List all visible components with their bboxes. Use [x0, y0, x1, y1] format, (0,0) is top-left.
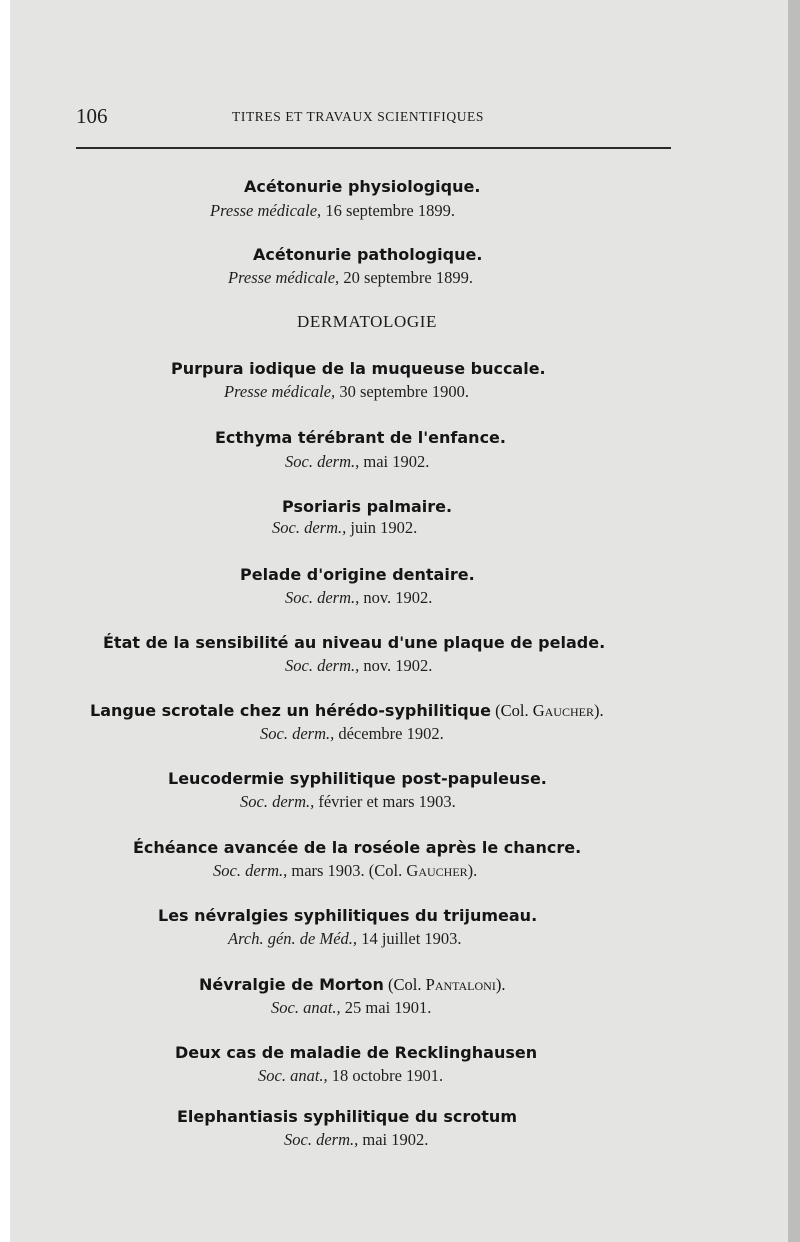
entry-date: nov. 1902. — [359, 588, 433, 607]
entry-title — [90, 701, 604, 721]
collab-name: Gaucher — [532, 701, 594, 720]
entry-reference — [260, 724, 444, 744]
page-number: 106 — [76, 104, 108, 128]
entry-reference — [228, 929, 462, 949]
entry-reference — [271, 998, 431, 1018]
entry-reference — [228, 268, 473, 288]
entry-journal: Soc. derm., — [285, 656, 360, 675]
entry-title: Elephantiasis syphilitique du scrotum — [177, 1107, 517, 1126]
collab-prefix: (Col. — [383, 975, 426, 994]
entry-title: Échéance avancée de la roséole après le chancre. — [133, 838, 582, 857]
entry-date: 20 septembre 1899. — [339, 268, 473, 287]
entry-collaborator-name: Gaucher — [406, 861, 468, 880]
entry-title: Psoriaris palmaire. — [282, 497, 453, 516]
entry-date: 14 juillet 1903. — [357, 929, 462, 948]
entry-journal: Presse médicale, — [224, 382, 336, 401]
entry-journal: Soc. derm., — [260, 724, 335, 743]
entry-journal: Soc. derm., — [284, 1130, 359, 1149]
entry-title-text: Langue scrotale chez un hérédo-syphilitique — [90, 701, 491, 720]
entry-collaborator — [384, 975, 506, 994]
entry-title: Purpura iodique de la muqueuse buccale. — [171, 359, 546, 378]
entry-title: Ecthyma térébrant de l'enfance. — [215, 428, 506, 447]
entry-journal: Soc. anat., — [258, 1066, 328, 1085]
entry-reference — [258, 1066, 443, 1086]
entry-date: mai 1902. — [358, 1130, 429, 1149]
entry-title: Acétonurie physiologique. — [244, 177, 481, 196]
entry-date: décembre 1902. — [334, 724, 444, 743]
entry-date: mars 1903. (Col. — [287, 861, 407, 880]
entry-title: Pelade d'origine dentaire. — [240, 565, 475, 584]
running-title: TITRES ET TRAVAUX SCIENTIFIQUES — [232, 109, 484, 124]
entry-journal: Soc. derm., — [272, 518, 347, 537]
entry-journal: Soc. derm., — [240, 792, 315, 811]
entry-title: Deux cas de maladie de Recklinghausen — [175, 1043, 538, 1062]
entry-reference — [213, 861, 477, 881]
entry-reference — [285, 656, 432, 676]
entry-collaborator-suffix: ). — [467, 861, 478, 880]
entry-title — [199, 975, 505, 995]
entry-title: Leucodermie syphilitique post-papuleuse. — [168, 769, 547, 788]
entry-reference — [272, 518, 417, 538]
entry-reference — [285, 452, 429, 472]
entry-title: Acétonurie pathologique. — [253, 245, 483, 264]
entry-reference — [284, 1130, 428, 1150]
entry-journal: Soc. anat., — [271, 998, 341, 1017]
entry-date: 16 septembre 1899. — [321, 201, 455, 220]
entry-reference — [224, 382, 469, 402]
entry-date: mai 1902. — [359, 452, 430, 471]
entry-journal: Presse médicale, — [210, 201, 322, 220]
entry-date: nov. 1902. — [359, 656, 433, 675]
entry-date: juin 1902. — [346, 518, 418, 537]
collab-suffix: ). — [593, 701, 604, 720]
entry-reference — [210, 201, 455, 221]
entry-title: État de la sensibilité au niveau d'une plaque de pelade. — [103, 633, 606, 652]
collab-suffix: ). — [495, 975, 506, 994]
entry-title-text: Névralgie de Morton — [199, 975, 384, 994]
entry-date: 30 septembre 1900. — [335, 382, 469, 401]
entry-reference — [285, 588, 432, 608]
entry-collaborator — [491, 701, 604, 720]
page-edge — [788, 0, 800, 1242]
entry-date: 18 octobre 1901. — [327, 1066, 444, 1085]
entry-date: février et mars 1903. — [314, 792, 456, 811]
entry-journal: Arch. gén. de Méd., — [228, 929, 358, 948]
entry-date: 25 mai 1901. — [340, 998, 432, 1017]
entry-journal: Presse médicale, — [228, 268, 340, 287]
entry-title: Les névralgies syphilitiques du trijumeau. — [158, 906, 538, 925]
entry-reference — [240, 792, 456, 812]
header-rule — [76, 147, 671, 149]
entry-journal: Soc. derm., — [213, 861, 288, 880]
section-heading: DERMATOLOGIE — [297, 312, 438, 331]
collab-prefix: (Col. — [491, 701, 533, 720]
entry-journal: Soc. derm., — [285, 452, 360, 471]
collab-name: Pantaloni — [425, 975, 496, 994]
entry-journal: Soc. derm., — [285, 588, 360, 607]
